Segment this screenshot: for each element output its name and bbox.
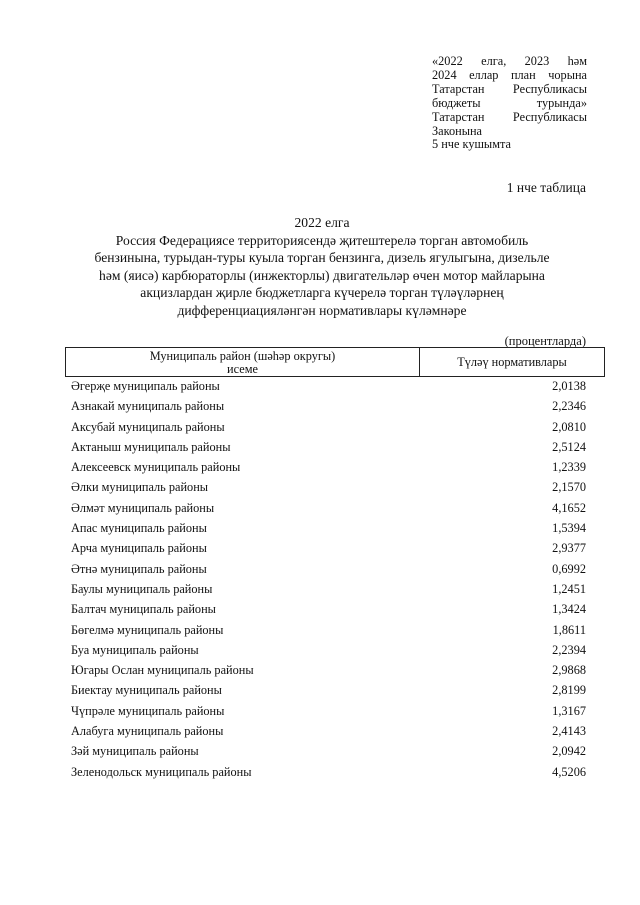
district-name: Алабуга муниципаль районы [71,724,224,739]
table-row [71,477,586,497]
table-row [71,741,586,761]
district-name: Бөгелмә муниципаль районы [71,622,224,637]
units-label: (процентларда) [504,334,586,348]
rate-value: 2,0810 [552,419,586,434]
appendix-note [432,55,587,152]
table-row [71,701,586,721]
appendix-line: Татарстан Республикасы [432,81,587,96]
rate-value: 4,5206 [552,764,586,779]
district-name: Баулы муниципаль районы [71,581,213,596]
district-name: Актаныш муниципаль районы [71,439,231,454]
rate-value: 4,1652 [552,500,586,515]
table-row [71,640,586,660]
header-district-line1: Муниципаль район (шәһәр округы) [149,349,336,363]
rate-value: 2,4143 [552,724,586,739]
table-row [71,599,586,619]
rate-value: 2,9868 [552,663,586,678]
table-row [71,762,586,782]
district-name: Югары Ослан муниципаль районы [71,663,254,678]
title-line: бензинына, турыдан-туры куыла торган бензинга, дизель ягулыгына, дизельле [94,250,550,266]
header-district [66,348,420,376]
rate-value: 1,3167 [552,703,586,718]
rate-value: 2,9377 [552,541,586,556]
table-row [71,417,586,437]
rate-value: 2,2346 [552,399,586,414]
title-line: акцизлардан җирле бюджетларга күчерелә торган түләүләрнең [140,285,504,301]
rate-value: 0,6992 [552,561,586,576]
appendix-line: бюджеты турында» [432,95,587,110]
header-district-line2: исеме [227,362,258,376]
district-name: Арча муниципаль районы [71,541,207,556]
district-name: Зәй муниципаль районы [71,744,199,759]
district-name: Чүпрәле муниципаль районы [71,703,225,718]
table-row [71,437,586,457]
table-row [71,620,586,640]
district-name: Әтнә муниципаль районы [71,561,207,576]
district-name: Әлмәт муниципаль районы [71,500,215,515]
table-body [71,376,586,782]
rate-value: 1,5394 [552,521,586,536]
table-row [71,518,586,538]
rate-value: 2,2394 [552,642,586,657]
appendix-line: Татарстан Республикасы [432,109,587,124]
title-line: дифференциацияләнгән нормативлары күләмнәре [177,302,467,318]
appendix-line: Законына [432,123,482,138]
district-name: Биектау муниципаль районы [71,683,222,698]
rate-value: 2,8199 [552,683,586,698]
appendix-line: 5 нче кушымта [432,137,511,152]
table-row [71,660,586,680]
district-name: Зеленодольск муниципаль районы [71,764,252,779]
table-row [71,457,586,477]
title-line: һәм (яисә) карбюраторлы (инжекторлы) двигательләр өчен мотор майларына [99,267,545,283]
appendix-line: «2022 елга, 2023 һәм [432,54,587,68]
table-row [71,721,586,741]
rate-value: 1,8611 [552,622,586,637]
table-row [71,498,586,518]
rate-value: 1,3424 [552,602,586,617]
title-line: Россия Федерациясе территориясендә җитештерелә торган автомобиль [115,232,529,248]
district-name: Әгерҗе муниципаль районы [71,379,220,393]
table-row [71,538,586,558]
header-rate: Түләү нормативлары [457,355,567,369]
rate-value: 1,2339 [552,460,586,475]
rate-value: 2,0942 [552,744,586,759]
rate-value: 2,0138 [552,379,586,393]
table-row [71,396,586,416]
document-title [60,214,584,320]
table-row [71,559,586,579]
appendix-line: 2024 еллар план чорына [432,67,587,82]
district-name: Буа муниципаль районы [71,642,199,657]
district-name: Алексеевск муниципаль районы [71,460,241,475]
table-row [71,376,586,396]
rate-value: 1,2451 [552,581,586,596]
district-name: Балтач муниципаль районы [71,602,216,617]
table-header [65,347,605,377]
table-number: 1 нче таблица [506,180,586,195]
district-name: Азнакай муниципаль районы [71,399,225,414]
table-row [71,579,586,599]
rate-value: 2,5124 [552,439,586,454]
district-name: Апас муниципаль районы [71,521,207,536]
district-name: Аксубай муниципаль районы [71,419,225,434]
title-year: 2022 елга [294,215,350,230]
table-row [71,680,586,700]
district-name: Әлки муниципаль районы [71,480,209,495]
rate-value: 2,1570 [552,480,586,495]
